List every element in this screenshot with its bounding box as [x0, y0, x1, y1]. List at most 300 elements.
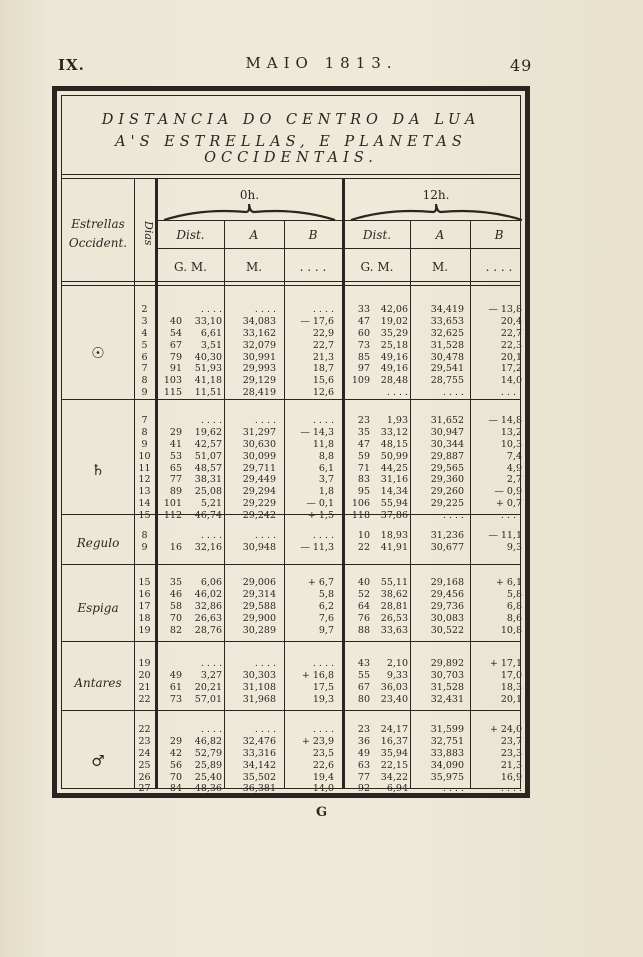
table-frame: [52, 86, 530, 798]
table-cell: 25,18: [380, 339, 408, 351]
table-cell: — 0,9: [494, 486, 522, 498]
table-cell: 33: [357, 304, 370, 315]
table-title-line1: DISTANCIA DO CENTRO DA LUA: [101, 112, 481, 128]
table-cell: 14: [138, 498, 151, 510]
table-cell: 29,449: [242, 474, 276, 486]
table-cell: 31,652: [430, 415, 464, 426]
table-cell: . . . .: [200, 724, 222, 735]
antares-b12-col: [470, 658, 522, 706]
table-cell: 61: [169, 681, 182, 693]
table-cell: 55,11: [380, 577, 408, 588]
table-cell: 49: [169, 669, 182, 681]
table-cell: 77: [357, 771, 370, 783]
regulo-label: Regulo: [76, 535, 120, 550]
saturno-symbol-icon: ♄: [91, 460, 105, 479]
table-cell: 103: [163, 375, 182, 387]
table-cell: 46,82: [194, 735, 222, 747]
table-cell: 18: [138, 612, 151, 624]
table-cell: 29,260: [430, 486, 464, 498]
antares-day-col: [134, 658, 155, 706]
b0-header: B: [308, 228, 318, 242]
table-cell: 23: [138, 735, 151, 747]
table-cell: — 14,8: [488, 415, 522, 426]
table-cell: 12: [138, 474, 151, 486]
table-cell: 3,27: [200, 669, 222, 681]
table-cell: 29,168: [430, 577, 464, 588]
table-cell: 29,588: [242, 600, 276, 612]
regulo-deg0-col: [158, 530, 182, 554]
sol-b12-col: [470, 304, 522, 399]
table-cell: 31,236: [430, 530, 464, 541]
antares-deg0-col: [158, 658, 182, 706]
table-cell: 73: [357, 339, 370, 351]
unit-rule: [62, 281, 520, 282]
table-cell: 91: [169, 363, 182, 375]
table-cell: 51,93: [194, 363, 222, 375]
table-cell: . . . .: [254, 658, 276, 669]
table-cell: 10,8: [500, 624, 522, 636]
table-cell: [158, 658, 182, 670]
table-cell: 3: [141, 315, 148, 327]
signature-mark: G: [315, 805, 328, 820]
table-cell: 9: [141, 387, 148, 399]
espiga-a0-col: [224, 577, 276, 636]
table-cell: . . . .: [312, 530, 334, 541]
table-cell: 7,4: [506, 450, 522, 462]
table-cell: 19,02: [380, 315, 408, 327]
colhead-rule: [157, 248, 520, 249]
unit-a0: M.: [245, 260, 263, 274]
espiga-min12-col: [372, 577, 408, 636]
table-cell: 43: [357, 658, 370, 669]
table-cell: 55,94: [380, 498, 408, 510]
table-cell: 6,2: [318, 600, 334, 612]
table-cell: 28,419: [242, 387, 276, 399]
table-cell: 18,3: [500, 681, 522, 693]
table-cell: 29,242: [242, 510, 276, 522]
table-cell: 9: [141, 438, 148, 450]
table-cell: 30,991: [242, 351, 276, 363]
table-cell: 6,1: [318, 462, 334, 474]
marte-symbol-icon: ♂: [91, 751, 105, 770]
table-cell: 29,229: [242, 498, 276, 510]
group-separator: [62, 564, 520, 565]
table-cell: 10: [138, 450, 151, 462]
table-cell: 49: [357, 747, 370, 759]
table-cell: 70: [169, 771, 182, 783]
table-cell: 16: [169, 541, 182, 553]
saturno-a12-col: [410, 415, 464, 522]
table-cell: 30,522: [430, 624, 464, 636]
table-cell: 48,57: [194, 462, 222, 474]
table-cell: 2,7: [506, 474, 522, 486]
table-cell: 1,8: [318, 486, 334, 498]
table-cell: 22: [138, 724, 151, 735]
table-cell: 47: [357, 315, 370, 327]
table-cell: 34,22: [380, 771, 408, 783]
table-cell: 7: [141, 363, 148, 375]
table-cell: 48,15: [380, 438, 408, 450]
table-cell: 23: [357, 415, 370, 426]
table-cell: 16,37: [380, 735, 408, 747]
table-cell: . . . .: [200, 658, 222, 669]
table-cell: 28,48: [380, 375, 408, 387]
table-cell: 67: [169, 339, 182, 351]
table-cell: 83: [357, 474, 370, 486]
table-cell: 118: [351, 510, 370, 522]
espiga-day-col: [134, 577, 155, 636]
table-cell: 21,3: [312, 351, 334, 363]
table-cell: 84: [169, 783, 182, 795]
table-cell: 28,76: [194, 624, 222, 636]
table-cell: . . . .: [312, 304, 334, 315]
table-cell: 15,6: [312, 375, 334, 387]
saturno-min0-col: [184, 415, 222, 522]
table-cell: 32,476: [242, 735, 276, 747]
table-cell: 10,3: [500, 438, 522, 450]
page-heading-month: MAIO 1813.: [245, 54, 398, 72]
table-cell: — 17,6: [300, 315, 334, 327]
table-cell: 30,703: [430, 669, 464, 681]
regulo-b0-col: [284, 530, 334, 554]
saturno-b12-col: [470, 415, 522, 522]
table-cell: 47: [357, 438, 370, 450]
table-cell: 33,162: [242, 327, 276, 339]
table-cell: 22,7: [500, 327, 522, 339]
table-cell: 2,10: [386, 658, 408, 669]
table-cell: 70: [169, 612, 182, 624]
table-cell: 30,947: [430, 426, 464, 438]
table-cell: . . . .: [442, 783, 464, 795]
table-cell: 32,079: [242, 339, 276, 351]
table-cell: 11,8: [312, 438, 334, 450]
regulo-a12-col: [410, 530, 464, 554]
table-cell: 56: [169, 759, 182, 771]
table-cell: 25,89: [194, 759, 222, 771]
table-cell: 6,94: [386, 783, 408, 795]
table-cell: 5,21: [200, 498, 222, 510]
table-cell: 18,7: [312, 363, 334, 375]
table-cell: 22,15: [380, 759, 408, 771]
table-cell: 2: [141, 304, 148, 315]
unit-b0: . . . .: [299, 260, 327, 274]
table-cell: 23,7: [500, 735, 522, 747]
table-cell: 71: [357, 462, 370, 474]
table-cell: 11: [138, 462, 151, 474]
marte-min0-col: [184, 724, 222, 795]
brace-hour12: [349, 202, 524, 222]
saturno-min12-col: [372, 415, 408, 522]
table-cell: 30,099: [242, 450, 276, 462]
regulo-b12-col: [470, 530, 522, 554]
table-cell: 35,502: [242, 771, 276, 783]
table-cell: — 11,3: [300, 541, 334, 553]
table-cell: 15: [138, 510, 151, 522]
sol-a0-col: [224, 304, 276, 399]
table-cell: 10: [357, 530, 370, 541]
table-cell: 31,968: [242, 693, 276, 705]
marte-min12-col: [372, 724, 408, 795]
table-cell: 31,108: [242, 681, 276, 693]
table-cell: 9,3: [506, 541, 522, 553]
brace-hour0: [162, 202, 337, 222]
table-cell: . . . .: [254, 530, 276, 541]
table-cell: 33,63: [380, 624, 408, 636]
table-cell: 13: [138, 486, 151, 498]
regulo-min12-col: [372, 530, 408, 554]
table-cell: 8,6: [506, 612, 522, 624]
table-cell: 7: [141, 415, 148, 426]
marte-a12-col: [410, 724, 464, 795]
table-cell: 82: [169, 624, 182, 636]
table-cell: 46: [169, 588, 182, 600]
table-cell: 12,6: [312, 387, 334, 399]
table-cell: 30,289: [242, 624, 276, 636]
antares-deg12-col: [346, 658, 370, 706]
table-cell: [158, 304, 182, 316]
table-cell: + 24,0: [489, 724, 522, 735]
table-cell: 15: [138, 577, 151, 588]
table-cell: 44,25: [380, 462, 408, 474]
table-cell: 33,316: [242, 747, 276, 759]
table-cell: 29,006: [242, 577, 276, 588]
table-cell: 30,948: [242, 541, 276, 553]
table-cell: 32,16: [194, 541, 222, 553]
table-cell: 54: [169, 327, 182, 339]
espiga-deg0-col: [158, 577, 182, 636]
table-cell: [158, 530, 182, 542]
table-cell: 19,4: [312, 771, 334, 783]
table-cell: 31,599: [430, 724, 464, 735]
saturno-day-col: [134, 415, 155, 522]
regulo-min0-col: [184, 530, 222, 554]
dist0-header: Dist.: [176, 228, 205, 242]
table-cell: 30,344: [430, 438, 464, 450]
antares-label: Antares: [74, 675, 122, 690]
table-cell: 106: [351, 498, 370, 510]
table-cell: . . . .: [254, 724, 276, 735]
table-cell: . . . .: [442, 510, 464, 522]
sol-a12-col: [410, 304, 464, 399]
table-cell: 29,887: [430, 450, 464, 462]
table: [61, 95, 522, 795]
table-cell: + 6,7: [307, 577, 334, 588]
table-cell: 28,81: [380, 600, 408, 612]
table-cell: 20: [138, 669, 151, 681]
table-cell: 19: [138, 624, 151, 636]
regulo-deg12-col: [346, 530, 370, 554]
table-cell: 29,900: [242, 612, 276, 624]
table-cell: 97: [357, 363, 370, 375]
table-cell: 22,3: [500, 339, 522, 351]
b12-header: B: [494, 228, 504, 242]
table-cell: 29,993: [242, 363, 276, 375]
table-cell: . . . .: [500, 783, 522, 795]
table-cell: 9,33: [386, 669, 408, 681]
table-cell: 26: [138, 771, 151, 783]
table-cell: + 6,1: [495, 577, 522, 588]
table-cell: 51,07: [194, 450, 222, 462]
table-cell: 67: [357, 681, 370, 693]
table-cell: + 1,5: [307, 510, 334, 522]
table-cell: 7,6: [318, 612, 334, 624]
table-cell: 13,2: [500, 426, 522, 438]
table-cell: 115: [163, 387, 182, 399]
table-cell: 35: [169, 577, 182, 588]
table-cell: 49,16: [380, 351, 408, 363]
table-cell: 57,01: [194, 693, 222, 705]
table-cell: 14,34: [380, 486, 408, 498]
title-rule: [62, 174, 520, 175]
table-cell: 40,30: [194, 351, 222, 363]
dist12-header: Dist.: [362, 228, 392, 242]
espiga-label: Espiga: [77, 600, 119, 615]
table-cell: 31,297: [242, 426, 276, 438]
table-cell: 101: [163, 498, 182, 510]
table-cell: 25: [138, 759, 151, 771]
saturno-deg12-col: [346, 415, 370, 522]
antares-min0-col: [184, 658, 222, 706]
sol-b0-col: [284, 304, 334, 399]
table-cell: 31,528: [430, 681, 464, 693]
table-cell: 64: [357, 600, 370, 612]
table-cell: 20,1: [500, 351, 522, 363]
sol-min0-col: [184, 304, 222, 399]
table-cell: 77: [169, 474, 182, 486]
table-cell: 8: [141, 530, 148, 541]
table-cell: 30,630: [242, 438, 276, 450]
table-cell: 33,10: [194, 315, 222, 327]
table-cell: 23: [357, 724, 370, 735]
table-cell: 38,62: [380, 588, 408, 600]
table-cell: 24,17: [380, 724, 408, 735]
espiga-deg12-col: [346, 577, 370, 636]
table-cell: 32,625: [430, 327, 464, 339]
table-cell: . . . .: [312, 415, 334, 426]
table-cell: 29,360: [430, 474, 464, 486]
group-separator: [62, 710, 520, 711]
table-cell: 29,129: [242, 375, 276, 387]
table-cell: [158, 724, 182, 736]
table-cell: 52: [357, 588, 370, 600]
table-cell: 32,751: [430, 735, 464, 747]
table-cell: 76: [357, 612, 370, 624]
table-cell: 22,9: [312, 327, 334, 339]
table-cell: 34,142: [242, 759, 276, 771]
table-cell: . . . .: [312, 658, 334, 669]
table-cell: 26,53: [380, 612, 408, 624]
table-cell: 59: [357, 450, 370, 462]
unit-dist0: G. M.: [174, 260, 207, 274]
unit-b12: . . . .: [485, 260, 513, 274]
table-cell: — 11,1: [488, 530, 522, 541]
table-cell: 19,62: [194, 426, 222, 438]
table-cell: 11,51: [194, 387, 222, 399]
table-cell: 20,4: [500, 315, 522, 327]
table-cell: 92: [357, 783, 370, 795]
table-cell: 65: [169, 462, 182, 474]
table-cell: 33,12: [380, 426, 408, 438]
table-cell: 5: [141, 339, 148, 351]
table-cell: . . . .: [500, 510, 522, 522]
title-rule-double: [62, 178, 520, 179]
table-cell: 19,3: [312, 693, 334, 705]
table-cell: . . . .: [200, 415, 222, 426]
table-cell: 26,63: [194, 612, 222, 624]
table-cell: + 17,1: [489, 658, 522, 669]
table-cell: 30,303: [242, 669, 276, 681]
table-cell: 3,51: [200, 339, 222, 351]
espiga-min0-col: [184, 577, 222, 636]
table-cell: 8: [141, 375, 148, 387]
table-cell: 16,9: [500, 771, 522, 783]
table-cell: 29,225: [430, 498, 464, 510]
table-cell: 25,08: [194, 486, 222, 498]
a0-header: A: [249, 228, 259, 242]
unit-rule-double: [62, 285, 520, 286]
table-cell: 53: [169, 450, 182, 462]
table-cell: 25,40: [194, 771, 222, 783]
table-cell: 40: [169, 315, 182, 327]
table-cell: 17,5: [312, 681, 334, 693]
table-cell: 4,9: [506, 462, 522, 474]
table-cell: 46,02: [194, 588, 222, 600]
table-cell: 5,8: [318, 588, 334, 600]
table-cell: [346, 387, 370, 399]
table-cell: 6,8: [506, 600, 522, 612]
hour0-header: 0h.: [239, 188, 260, 202]
table-cell: 63: [357, 759, 370, 771]
marte-deg0-col: [158, 724, 182, 795]
table-cell: 8,8: [318, 450, 334, 462]
table-cell: 17,0: [500, 669, 522, 681]
table-cell: 50,99: [380, 450, 408, 462]
table-cell: 5,8: [506, 588, 522, 600]
table-cell: 24: [138, 747, 151, 759]
espiga-b0-col: [284, 577, 334, 636]
table-cell: 34,083: [242, 315, 276, 327]
table-cell: 22: [357, 541, 370, 553]
star-header-line1: Estrellas: [71, 217, 125, 231]
table-cell: 20,1: [500, 693, 522, 705]
table-cell: 34,090: [430, 759, 464, 771]
antares-min12-col: [372, 658, 408, 706]
sol-min12-col: [372, 304, 408, 399]
table-cell: 1,93: [386, 415, 408, 426]
table-cell: 23,40: [380, 693, 408, 705]
table-cell: 35: [357, 426, 370, 438]
table-cell: 35,29: [380, 327, 408, 339]
table-cell: 17: [138, 600, 151, 612]
hour12-header: 12h.: [422, 188, 450, 202]
group-separator: [62, 641, 520, 642]
table-cell: 33,883: [430, 747, 464, 759]
table-cell: 32,431: [430, 693, 464, 705]
table-cell: 21,3: [500, 759, 522, 771]
table-cell: — 0,1: [306, 498, 334, 510]
table-cell: — 14,3: [300, 426, 334, 438]
table-cell: 6,61: [200, 327, 222, 339]
table-cell: . . . .: [386, 387, 408, 399]
table-cell: 37,86: [380, 510, 408, 522]
table-cell: 9,7: [318, 624, 334, 636]
section-number: IX.: [58, 56, 85, 74]
page-number: 49: [510, 56, 533, 75]
sol-symbol-icon: ☉: [91, 343, 105, 362]
table-cell: 14,0: [500, 375, 522, 387]
marte-day-col: [134, 724, 155, 795]
table-cell: 22,7: [312, 339, 334, 351]
